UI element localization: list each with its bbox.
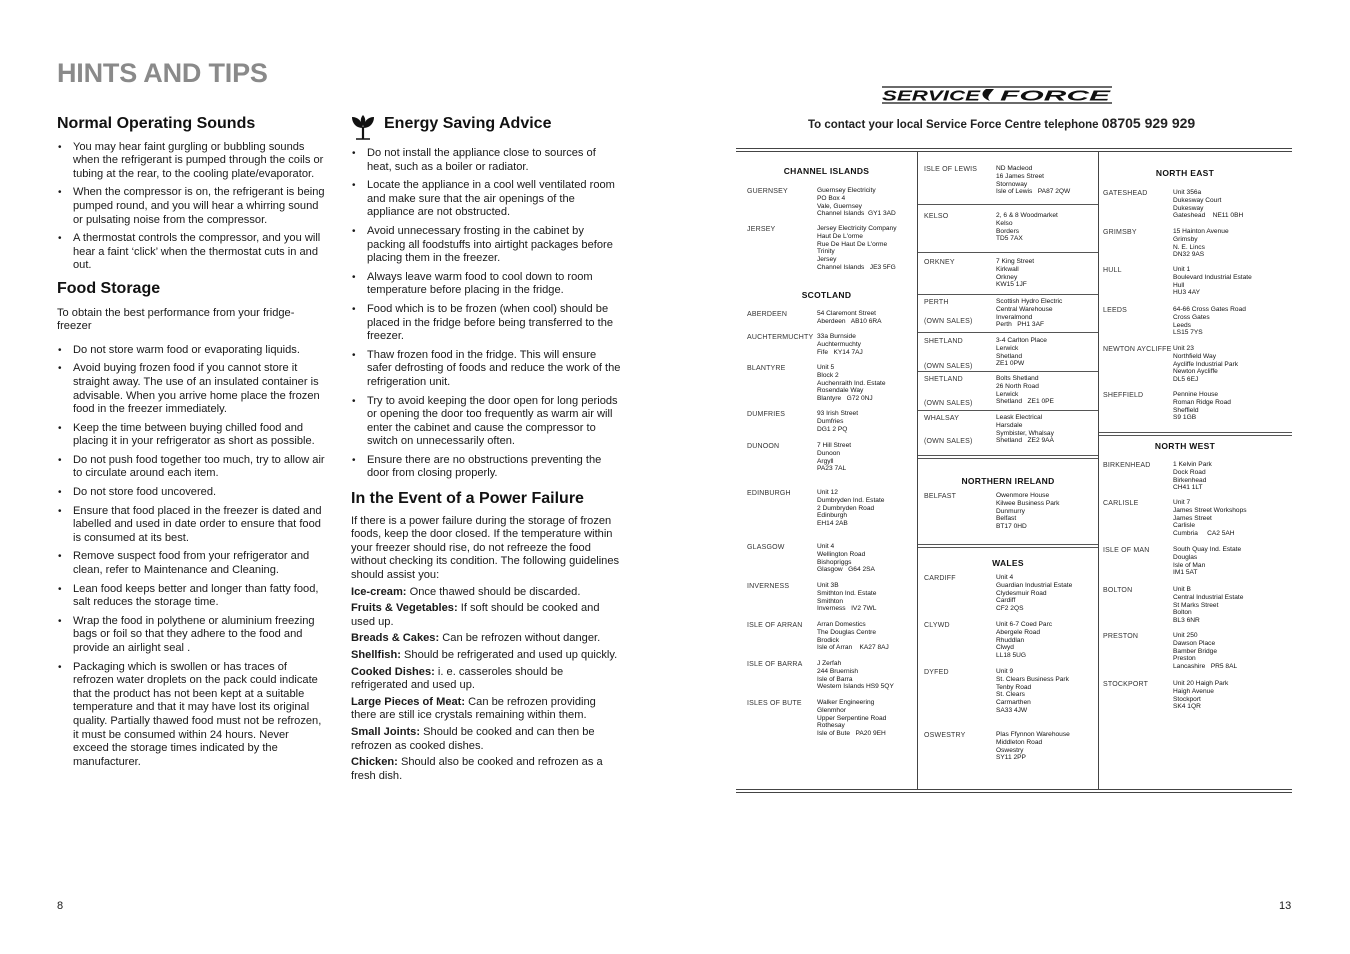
list-item: • A thermostat controls the compressor, and you will hear a faint ‘click’ when the thermostat cuts in and out.	[57, 232, 325, 273]
list-item: • Ensure that food placed in the freezer is dated and labelled and used in date order to ensure that food is consumed at its best.	[57, 505, 325, 546]
guideline-item	[351, 666, 621, 693]
centre-address: 54 Claremont Street Aberdeen AB10 6RA	[817, 310, 882, 325]
page-title: HINTS AND TIPS	[57, 58, 268, 88]
centre-address: Pennine House Roman Ridge Road Sheffield S9 1GB	[1173, 391, 1231, 422]
centre-address: 15 Hainton Avenue Grimsby N. E. Lincs DN32 9AS	[1173, 228, 1229, 259]
guideline-text: i. e. casseroles should be refrigerated and used up.	[351, 665, 564, 692]
table-divider-2	[1098, 152, 1099, 789]
separator	[918, 544, 1098, 545]
right-column	[351, 147, 621, 786]
centre-location: STOCKPORT	[1103, 681, 1149, 688]
centre-location: ISLES OF BUTE	[747, 700, 802, 707]
svg-text:FORCE: FORCE	[1000, 87, 1112, 104]
centre-address: Owenmore House Kilwee Business Park Dunmurry Belfast BT17 0HD	[996, 492, 1060, 531]
centre-location: AUCHTERMUCHTY	[747, 334, 814, 341]
list-item: • Locate the appliance in a cool well ventilated room and make sure that the air openings of the appliance are not obstructed.	[351, 179, 621, 220]
guideline-label: Breads & Cakes:	[351, 632, 440, 645]
centre-location: ISLE OF LEWIS	[924, 166, 978, 173]
centre-location: DUMFRIES	[747, 411, 786, 418]
region-scotland: SCOTLAND	[801, 290, 852, 300]
separator	[918, 455, 1098, 456]
list-item: • Lean food keeps better and longer than fatty food, salt reduces the storage time.	[57, 583, 325, 610]
centre-address: Unit 6-7 Coed Parc Abergele Road Rhuddlan Clwyd LL18 5UG	[996, 621, 1053, 660]
food-storage-intro: To obtain the best performance from your fridge-freezer	[57, 306, 295, 333]
svg-text:SERVICE: SERVICE	[882, 87, 982, 104]
food-storage-heading: Food Storage	[57, 279, 161, 297]
guideline-item	[351, 726, 621, 753]
power-failure-intro: If there is a power failure during the storage of frozen foods, keep the door closed. If the temperature within your freezer should rise, do not refreeze the food without checking its condition. The following guidelines should assist you:	[351, 514, 620, 582]
list-item: • Do not push food together too much, try to allow air to circulate around each item.	[57, 454, 325, 481]
centre-location-note: (OWN SALES)	[924, 400, 973, 407]
list-item: • Do not store warm food or evaporating liquids.	[57, 344, 325, 358]
centre-address: Unit 1 Boulevard Industrial Estate Hull HU3 4AY	[1173, 266, 1252, 297]
food-storage-list	[57, 344, 325, 770]
plant-icon	[351, 114, 375, 140]
centre-location: BLANTYRE	[747, 365, 786, 372]
centre-address: 1 Kelvin Park Dock Road Birkenhead CH41 1LT	[1173, 461, 1212, 492]
centre-address: 2, 6 & 8 Woodmarket Kelso Borders TD5 7AX	[996, 212, 1058, 243]
centre-location: ISLE OF BARRA	[747, 661, 803, 668]
list-item: • Remove suspect food from your refrigerator and clean, refer to Maintenance and Cleaning.	[57, 550, 325, 577]
list-item: • Wrap the food in polythene or aluminium freezing bags or foil so that they adhere to the food and provide an airlight seal .	[57, 615, 325, 656]
centre-location: GATESHEAD	[1103, 190, 1148, 197]
guideline-item	[351, 756, 621, 783]
guideline-text: Once thawed should be discarded.	[406, 585, 581, 598]
table-bottom-rule	[736, 789, 1292, 790]
list-item: • Ensure there are no obstructions preventing the door from closing properly.	[351, 454, 621, 481]
centre-location: SHETLAND	[924, 338, 963, 345]
guideline-label: Fruits & Vegetables:	[351, 602, 458, 615]
guideline-text: Can be refrozen providing there are still ice crystals remaining within them.	[351, 695, 596, 722]
list-item: • Keep the time between buying chilled food and placing it in your refrigerator as short as possible.	[57, 422, 325, 449]
centre-address: Bolts Shetland 26 North Road Lerwick Shetland ZE1 0PE	[996, 375, 1054, 406]
centre-location: SHEFFIELD	[1103, 392, 1144, 399]
region-north-east: NORTH EAST	[1155, 168, 1215, 178]
region-channel-islands: CHANNEL ISLANDS	[783, 166, 870, 176]
centre-location: OSWESTRY	[924, 732, 966, 739]
left-column	[57, 117, 325, 774]
centre-address: Unit 356a Dukesway Court Dukesway Gateshead NE11 0BH	[1173, 189, 1244, 220]
centre-location: ISLE OF ARRAN	[747, 622, 803, 629]
centre-address: Jersey Electricity Company Haut De L'orme Rue De Haut De L'orme Trinity Jersey Channel Islands JE3 5FG	[817, 225, 897, 271]
centre-address: J Zerfah 244 Bruernish Isle of Barra Western Islands HS9 5QY	[817, 660, 894, 691]
centre-address: 7 Hill Street Dunoon Argyll PA23 7AL	[817, 442, 852, 473]
centre-location: GUERNSEY	[747, 188, 788, 195]
centre-location: CARDIFF	[924, 575, 956, 582]
centre-location: LEEDS	[1103, 307, 1127, 314]
guideline-label: Ice-cream:	[351, 585, 407, 598]
guideline-label: Small Joints:	[351, 725, 421, 738]
centre-location: ORKNEY	[924, 259, 955, 266]
centre-address: Unit 5 Block 2 Auchenraith Ind. Estate Rosendale Way Blantyre G72 0NJ	[817, 364, 886, 403]
guideline-text: Should be refrigerated and used up quickly.	[400, 649, 618, 661]
centre-location: NEWTON AYCLIFFE	[1103, 346, 1172, 353]
separator	[1099, 432, 1292, 433]
centre-location: ISLE OF MAN	[1103, 547, 1150, 554]
energy-list	[351, 147, 621, 481]
centre-location: SHETLAND	[924, 376, 963, 383]
centre-location-note: (OWN SALES)	[924, 438, 973, 445]
normal-sounds-list	[57, 141, 325, 273]
guideline-item	[351, 696, 621, 723]
centre-address: Leask Electrical Harsdale Symbister, Whalsay Shetland ZE2 9AA	[996, 414, 1054, 445]
centre-address: 64-66 Cross Gates Road Cross Gates Leeds LS15 7YS	[1173, 306, 1246, 337]
centre-location: JERSEY	[747, 226, 776, 233]
region-wales: WALES	[992, 558, 1024, 568]
contact-text: To contact your local Service Force Centre telephone	[808, 119, 1102, 131]
page-number-left: 8	[57, 900, 64, 912]
centre-address: 3-4 Carlton Place Lerwick Shetland ZE1 0PW	[996, 337, 1047, 368]
centre-location: DUNOON	[747, 443, 780, 450]
centre-address: Unit B Central Industrial Estate St Marks Street Bolton BL3 6NR	[1173, 586, 1244, 625]
separator	[918, 332, 1098, 333]
centre-location: WHALSAY	[924, 415, 960, 422]
centre-address: 93 Irish Street Dumfries DG1 2 PQ	[817, 410, 859, 433]
separator	[918, 410, 1098, 411]
list-item: • Packaging which is swollen or has traces of refrozen water droplets on the pack could indicate that the product has not been kept at a suitable temperature and that it may have lost its original quality. Partially thawed food must not be refrozen, it must be consumed within 24 hours. Never exceed the storage times indicated by the manufacturer.	[57, 661, 325, 770]
table-bottom-rule-2	[736, 792, 1292, 793]
centre-location: HULL	[1103, 267, 1122, 274]
table-divider-1	[917, 152, 918, 789]
centre-location: INVERNESS	[747, 583, 790, 590]
centre-address: 7 King Street Kirkwall Orkney KW15 1JF	[996, 258, 1035, 289]
centre-location: GRIMSBY	[1103, 229, 1137, 236]
centre-location: PERTH	[924, 299, 949, 306]
power-failure-heading: In the Event of a Power Failure	[351, 490, 584, 508]
centre-location: CARLISLE	[1103, 500, 1139, 507]
serviceforce-logo	[882, 86, 1112, 104]
centre-address: Arran Domestics The Douglas Centre Brodick Isle of Arran KA27 8AJ	[817, 621, 889, 652]
centre-address: Unit 250 Dawson Place Bamber Bridge Preston Lancashire PR5 8AL	[1173, 632, 1238, 671]
guideline-item	[351, 632, 621, 646]
centre-location: KELSO	[924, 213, 949, 220]
region-north-west: NORTH WEST	[1154, 441, 1216, 451]
centre-address: ND Macleod 16 James Street Stornoway Isle of Lewis PA87 2QW	[996, 165, 1071, 196]
page-number-right: 13	[1279, 900, 1292, 912]
centre-address: 33a Burnside Auchtermuchty Fife KY14 7AJ	[817, 333, 863, 356]
guideline-text: Should also be cooked and refrozen as a fresh dish.	[351, 756, 603, 782]
centre-address: Unit 3B Smithton Ind. Estate Smithton Inverness IV2 7WL	[817, 582, 877, 613]
list-item: • When the compressor is on, the refrigerant is being pumped round, and you will hear a whirring sound or pulsating noise from the compressor.	[57, 186, 325, 227]
table-top-rule-2	[736, 151, 1292, 152]
power-failure-guidelines	[351, 586, 621, 784]
centre-address: Plas Ffynnon Warehouse Middleton Road Oswestry SY11 2PP	[996, 731, 1070, 762]
guideline-label: Large Pieces of Meat:	[351, 695, 466, 708]
table-top-rule	[736, 148, 1292, 149]
contact-line	[808, 115, 1195, 131]
centre-location: EDINBURGH	[747, 490, 791, 497]
separator	[918, 252, 1098, 253]
centre-address: Unit 20 Haigh Park Haigh Avenue Stockport SK4 1QR	[1173, 680, 1229, 711]
list-item: • Avoid buying frozen food if you cannot store it straight away. The use of an insulated container is advisable. When you arrive home place the frozen food in the freezer immediately.	[57, 362, 325, 416]
list-item: • You may hear faint gurgling or bubbling sounds when the refrigerant is pumped through the coils or tubing at the rear, to the cooling plate/evaporator.	[57, 141, 325, 182]
separator	[918, 371, 1098, 372]
guideline-label: Chicken:	[351, 756, 398, 769]
centre-address: Guernsey Electricity PO Box 4 Vale, Guernsey Channel Islands GY1 3AD	[817, 187, 896, 218]
centre-location: BIRKENHEAD	[1103, 462, 1151, 469]
centre-address: Unit 4 Guardian Industrial Estate Clydesmuir Road Cardiff CF2 2QS	[996, 574, 1073, 613]
centre-location: ABERDEEN	[747, 311, 788, 318]
separator	[918, 204, 1098, 205]
guideline-text: If soft should be cooked and used up.	[351, 602, 600, 628]
normal-sounds-heading: Normal Operating Sounds	[57, 115, 256, 132]
guideline-label: Cooked Dishes:	[351, 665, 435, 678]
list-item: • Always leave warm food to cool down to room temperature before placing in the fridge.	[351, 271, 621, 298]
centre-address: Walker Engineering Glenmhor Upper Serpentine Road Rothesay Isle of Bute PA20 9EH	[817, 699, 887, 738]
centre-address: Unit 9 St. Clears Business Park Tenby Road St. Clears Carmarthen SA33 4JW	[996, 668, 1069, 714]
guideline-item	[351, 602, 621, 629]
separator	[918, 458, 1098, 459]
guideline-item	[351, 586, 621, 600]
separator	[1099, 435, 1292, 436]
guideline-label: Shellfish:	[351, 649, 401, 661]
centre-location-note: (OWN SALES)	[924, 318, 973, 325]
centre-location: CLYWD	[924, 622, 950, 629]
list-item: • Avoid unnecessary frosting in the cabinet by packing all foodstuffs into airtight packages before placing them in the freezer.	[351, 225, 621, 266]
centre-location: PRESTON	[1103, 633, 1139, 640]
centre-address: Unit 7 James Street Workshops James Street Carlisle Cumbria CA2 5AH	[1173, 499, 1247, 538]
centre-location: BELFAST	[924, 493, 957, 500]
centre-location: GLASGOW	[747, 544, 785, 551]
list-item: • Thaw frozen food in the fridge. This will ensure safer defrosting of foods and reduce the work of the refrigeration unit.	[351, 349, 621, 390]
centre-address: South Quay Ind. Estate Douglas Isle of Man IM1 5AT	[1173, 546, 1242, 577]
separator	[918, 547, 1098, 548]
guideline-item	[351, 649, 621, 663]
guideline-text: Can be refrozen without danger.	[439, 632, 601, 645]
centre-address: Unit 23 Northfield Way Aycliffe Industrial Park Newton Aycliffe DL5 6EJ	[1173, 345, 1238, 384]
separator	[918, 294, 1098, 295]
list-item: • Try to avoid keeping the door open for long periods or opening the door too frequently as warm air will enter the cabinet and cause the compressor to switch on unnecessarily often.	[351, 395, 621, 449]
centre-location: BOLTON	[1103, 587, 1133, 594]
centre-address: Unit 4 Wellington Road Bishopriggs Glasgow G64 2SA	[817, 543, 875, 574]
centre-location-note: (OWN SALES)	[924, 363, 973, 370]
list-item: • Food which is to be frozen (when cool) should be placed in the fridge before being transferred to the freezer.	[351, 303, 621, 344]
energy-heading: Energy Saving Advice	[384, 115, 552, 132]
centre-address: Unit 12 Dumbryden Ind. Estate 2 Dumbryden Road Edinburgh EH14 2AB	[817, 489, 885, 528]
centre-location: DYFED	[924, 669, 949, 676]
list-item: • Do not install the appliance close to sources of heat, such as a boiler or radiator.	[351, 147, 621, 174]
region-northern-ireland: NORTHERN IRELAND	[961, 476, 1055, 486]
guideline-text: Should be cooked and can then be refrozen as cooked dishes.	[351, 725, 595, 752]
centre-address: Scottish Hydro Electric Central Warehouse Inveralmond Perth PH1 3AF	[996, 298, 1063, 329]
phone-number[interactable]: 08705 929 929	[1101, 115, 1196, 131]
list-item: • Do not store food uncovered.	[57, 486, 325, 500]
